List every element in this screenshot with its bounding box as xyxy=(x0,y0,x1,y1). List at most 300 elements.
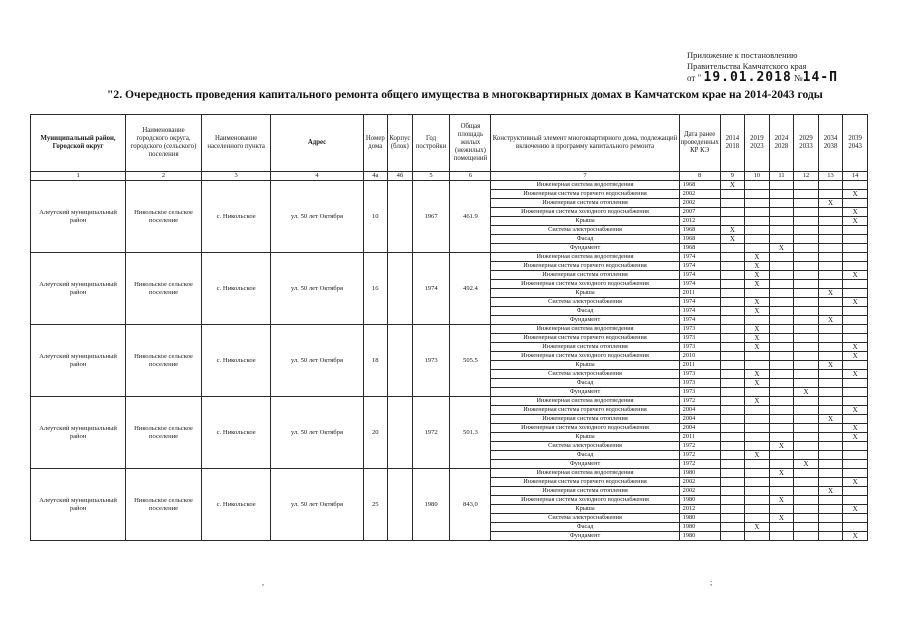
period-mark xyxy=(818,262,843,271)
period-mark xyxy=(769,298,794,307)
period-mark xyxy=(769,388,794,397)
period-mark: X xyxy=(843,433,868,442)
period-mark xyxy=(745,442,770,451)
period-mark xyxy=(745,415,770,424)
period-mark xyxy=(720,370,745,379)
period-mark xyxy=(769,505,794,514)
period-mark xyxy=(720,505,745,514)
element-name: Фундамент xyxy=(491,316,679,325)
period-mark xyxy=(843,199,868,208)
period-mark xyxy=(818,208,843,217)
period-mark xyxy=(818,325,843,334)
previous-repair-date: 1973 xyxy=(679,379,720,388)
period-mark xyxy=(769,325,794,334)
table-body xyxy=(31,181,868,541)
period-mark xyxy=(745,433,770,442)
period-mark xyxy=(720,217,745,226)
column-number-16: 14 xyxy=(843,172,868,181)
period-mark xyxy=(769,316,794,325)
period-mark xyxy=(843,388,868,397)
period-mark xyxy=(769,280,794,289)
period-mark xyxy=(720,451,745,460)
period-mark xyxy=(794,370,819,379)
period-mark xyxy=(818,190,843,199)
house-locality: с. Никольское xyxy=(201,397,271,469)
column-number-6: 4б xyxy=(388,172,413,181)
period-mark xyxy=(769,253,794,262)
period-mark xyxy=(720,523,745,532)
period-mark: X xyxy=(843,406,868,415)
element-name: Система электроснабжения xyxy=(491,298,679,307)
period-mark: X xyxy=(745,343,770,352)
period-mark xyxy=(818,388,843,397)
previous-repair-date: 1980 xyxy=(679,532,720,541)
house-number: 25 xyxy=(363,469,388,541)
period-mark xyxy=(745,199,770,208)
column-number-13: 11 xyxy=(769,172,794,181)
period-mark xyxy=(794,451,819,460)
period-mark xyxy=(818,244,843,253)
period-mark xyxy=(769,217,794,226)
element-name: Инженерная система холодного водоснабжения xyxy=(491,208,679,217)
element-name: Инженерная система горячего водоснабжения xyxy=(491,190,679,199)
appendix-number: 14-П xyxy=(802,70,838,85)
house-locality: с. Никольское xyxy=(201,253,271,325)
previous-repair-date: 1973 xyxy=(679,388,720,397)
period-mark xyxy=(818,469,843,478)
period-mark xyxy=(794,469,819,478)
period-mark xyxy=(720,406,745,415)
period-mark: X xyxy=(843,298,868,307)
element-name: Фундамент xyxy=(491,388,679,397)
appendix-number-label: № xyxy=(794,73,803,83)
element-name: Фасад xyxy=(491,307,679,316)
period-mark xyxy=(843,397,868,406)
period-mark xyxy=(843,181,868,190)
period-mark xyxy=(818,451,843,460)
period-mark xyxy=(720,487,745,496)
period-mark xyxy=(794,217,819,226)
period-mark xyxy=(745,388,770,397)
period-mark xyxy=(769,181,794,190)
period-mark xyxy=(720,280,745,289)
period-mark xyxy=(794,325,819,334)
period-mark xyxy=(769,208,794,217)
period-mark xyxy=(745,406,770,415)
period-mark xyxy=(818,514,843,523)
period-mark xyxy=(843,415,868,424)
period-mark: X xyxy=(745,451,770,460)
period-mark: X xyxy=(720,235,745,244)
house-district: Алеутский муниципальный район xyxy=(31,253,126,325)
period-mark xyxy=(794,235,819,244)
period-mark: X xyxy=(843,208,868,217)
period-mark xyxy=(745,469,770,478)
period-mark xyxy=(769,199,794,208)
column-header-7: Год постройки xyxy=(412,115,450,172)
house-district: Алеутский муниципальный район xyxy=(31,325,126,397)
table-row xyxy=(31,397,868,406)
period-mark xyxy=(818,280,843,289)
period-mark xyxy=(794,181,819,190)
element-name: Инженерная система холодного водоснабжения xyxy=(491,496,679,505)
period-mark: X xyxy=(769,514,794,523)
period-mark xyxy=(794,361,819,370)
column-header-6: Корпус (блок) xyxy=(388,115,413,172)
period-mark: X xyxy=(769,244,794,253)
house-number: 16 xyxy=(363,253,388,325)
previous-repair-date: 1973 xyxy=(679,343,720,352)
house-built: 1967 xyxy=(412,181,450,253)
previous-repair-date: 1973 xyxy=(679,325,720,334)
period-mark xyxy=(745,352,770,361)
period-mark xyxy=(745,190,770,199)
period-mark xyxy=(843,226,868,235)
period-mark: X xyxy=(745,262,770,271)
period-mark xyxy=(769,271,794,280)
table-row xyxy=(31,253,868,262)
house-district: Алеутский муниципальный район xyxy=(31,181,126,253)
period-mark xyxy=(843,379,868,388)
period-mark xyxy=(843,496,868,505)
column-header-12: 2019 2023 xyxy=(745,115,770,172)
previous-repair-date: 2010 xyxy=(679,352,720,361)
period-mark: X xyxy=(745,280,770,289)
period-mark: X xyxy=(745,307,770,316)
previous-repair-date: 2011 xyxy=(679,433,720,442)
period-mark xyxy=(769,289,794,298)
previous-repair-date: 2011 xyxy=(679,289,720,298)
period-mark xyxy=(818,523,843,532)
period-mark xyxy=(769,262,794,271)
column-header-16: 2039 2043 xyxy=(843,115,868,172)
previous-repair-date: 2011 xyxy=(679,361,720,370)
period-mark xyxy=(818,370,843,379)
period-mark xyxy=(720,388,745,397)
element-name: Инженерная система горячего водоснабжения xyxy=(491,478,679,487)
period-mark xyxy=(843,334,868,343)
period-mark xyxy=(818,298,843,307)
period-mark: X xyxy=(769,469,794,478)
period-mark: X xyxy=(843,505,868,514)
period-mark xyxy=(818,334,843,343)
period-mark xyxy=(818,181,843,190)
period-mark xyxy=(818,397,843,406)
period-mark xyxy=(769,235,794,244)
period-mark: X xyxy=(794,460,819,469)
previous-repair-date: 2002 xyxy=(679,478,720,487)
period-mark xyxy=(843,442,868,451)
period-mark xyxy=(769,460,794,469)
previous-repair-date: 1980 xyxy=(679,469,720,478)
period-mark xyxy=(818,532,843,541)
period-mark xyxy=(720,415,745,424)
previous-repair-date: 1972 xyxy=(679,451,720,460)
period-mark: X xyxy=(745,298,770,307)
appendix-line-1: Приложение к постановлению xyxy=(687,50,798,60)
appendix-date: 19.01.2018 xyxy=(703,70,792,85)
previous-repair-date: 2002 xyxy=(679,487,720,496)
period-mark: X xyxy=(843,343,868,352)
element-name: Система электроснабжения xyxy=(491,226,679,235)
element-name: Инженерная система отопления xyxy=(491,343,679,352)
element-name: Система электроснабжения xyxy=(491,514,679,523)
previous-repair-date: 2012 xyxy=(679,217,720,226)
appendix-note xyxy=(687,50,838,84)
element-name: Инженерная система отопления xyxy=(491,487,679,496)
house-settlement: Никольское сельское поселение xyxy=(126,397,202,469)
period-mark: X xyxy=(769,442,794,451)
period-mark xyxy=(818,352,843,361)
period-mark xyxy=(720,298,745,307)
period-mark xyxy=(720,244,745,253)
period-mark xyxy=(745,361,770,370)
period-mark: X xyxy=(745,271,770,280)
house-locality: с. Никольское xyxy=(201,469,271,541)
period-mark xyxy=(769,370,794,379)
period-mark xyxy=(818,307,843,316)
period-mark xyxy=(794,262,819,271)
house-area: 492.4 xyxy=(450,253,491,325)
period-mark xyxy=(794,289,819,298)
period-mark: X xyxy=(818,361,843,370)
previous-repair-date: 1973 xyxy=(679,370,720,379)
column-header-8: Общая площадь жилых (нежилых) помещений xyxy=(450,115,491,172)
period-mark xyxy=(769,334,794,343)
period-mark xyxy=(818,424,843,433)
house-block xyxy=(388,181,413,253)
column-number-2: 2 xyxy=(126,172,202,181)
period-mark xyxy=(769,379,794,388)
period-mark xyxy=(720,514,745,523)
house-area: 843,0 xyxy=(450,469,491,541)
element-name: Крыша xyxy=(491,433,679,442)
previous-repair-date: 1980 xyxy=(679,523,720,532)
element-name: Фасад xyxy=(491,451,679,460)
period-mark xyxy=(720,442,745,451)
period-mark: X xyxy=(745,379,770,388)
period-mark xyxy=(745,505,770,514)
period-mark xyxy=(818,253,843,262)
column-number-8: 6 xyxy=(450,172,491,181)
column-number-1: 1 xyxy=(31,172,126,181)
table-row xyxy=(31,325,868,334)
previous-repair-date: 2002 xyxy=(679,199,720,208)
previous-repair-date: 1968 xyxy=(679,181,720,190)
period-mark: X xyxy=(843,370,868,379)
column-number-7: 5 xyxy=(412,172,450,181)
period-mark xyxy=(720,379,745,388)
period-mark xyxy=(769,478,794,487)
period-mark xyxy=(843,451,868,460)
document-title: "2. Очередность проведения капитального ремонта общего имущества в многоквартирных домах в Камчатском крае на 2014-2043 годы xyxy=(107,88,823,101)
element-name: Инженерная система холодного водоснабжения xyxy=(491,280,679,289)
period-mark xyxy=(769,451,794,460)
house-number: 10 xyxy=(363,181,388,253)
period-mark xyxy=(745,226,770,235)
previous-repair-date: 2004 xyxy=(679,424,720,433)
period-mark xyxy=(794,514,819,523)
period-mark xyxy=(794,298,819,307)
house-block xyxy=(388,469,413,541)
period-mark xyxy=(843,289,868,298)
period-mark xyxy=(720,352,745,361)
period-mark: X xyxy=(745,325,770,334)
period-mark xyxy=(720,433,745,442)
period-mark xyxy=(720,469,745,478)
column-number-3: 3 xyxy=(201,172,271,181)
column-number-9: 7 xyxy=(491,172,679,181)
period-mark xyxy=(843,316,868,325)
period-mark: X xyxy=(843,190,868,199)
element-name: Инженерная система холодного водоснабжения xyxy=(491,424,679,433)
period-mark xyxy=(818,505,843,514)
house-settlement: Никольское сельское поселение xyxy=(126,181,202,253)
previous-repair-date: 2004 xyxy=(679,406,720,415)
element-name: Крыша xyxy=(491,361,679,370)
previous-repair-date: 2002 xyxy=(679,190,720,199)
element-name: Фундамент xyxy=(491,460,679,469)
period-mark xyxy=(794,406,819,415)
period-mark xyxy=(769,352,794,361)
element-name: Крыша xyxy=(491,289,679,298)
period-mark xyxy=(769,406,794,415)
period-mark: X xyxy=(843,352,868,361)
period-mark: X xyxy=(769,496,794,505)
house-settlement: Никольское сельское поселение xyxy=(126,253,202,325)
house-built: 1980 xyxy=(412,469,450,541)
previous-repair-date: 1972 xyxy=(679,442,720,451)
period-mark xyxy=(745,217,770,226)
house-number: 20 xyxy=(363,397,388,469)
house-address: ул. 50 лет Октября xyxy=(271,397,363,469)
period-mark xyxy=(794,487,819,496)
element-name: Инженерная система отопления xyxy=(491,415,679,424)
period-mark xyxy=(794,316,819,325)
period-mark xyxy=(720,190,745,199)
previous-repair-date: 2007 xyxy=(679,208,720,217)
column-number-row xyxy=(31,172,868,181)
period-mark xyxy=(818,379,843,388)
period-mark xyxy=(794,478,819,487)
period-mark xyxy=(720,289,745,298)
period-mark: X xyxy=(745,523,770,532)
table-row xyxy=(31,469,868,478)
period-mark xyxy=(794,226,819,235)
previous-repair-date: 1974 xyxy=(679,271,720,280)
period-mark: X xyxy=(843,271,868,280)
period-mark: X xyxy=(745,370,770,379)
period-mark: X xyxy=(720,226,745,235)
period-mark xyxy=(769,415,794,424)
period-mark xyxy=(745,496,770,505)
element-name: Фасад xyxy=(491,235,679,244)
element-name: Инженерная система водоотведения xyxy=(491,469,679,478)
period-mark xyxy=(843,487,868,496)
period-mark xyxy=(720,532,745,541)
period-mark xyxy=(769,532,794,541)
period-mark xyxy=(769,190,794,199)
house-number: 18 xyxy=(363,325,388,397)
column-number-12: 10 xyxy=(745,172,770,181)
appendix-date-line xyxy=(687,72,838,84)
header-row xyxy=(31,115,868,172)
column-number-14: 12 xyxy=(794,172,819,181)
period-mark: X xyxy=(745,397,770,406)
house-block xyxy=(388,253,413,325)
house-settlement: Никольское сельское поселение xyxy=(126,325,202,397)
period-mark xyxy=(843,262,868,271)
period-mark xyxy=(843,253,868,262)
column-header-5: Номер дома xyxy=(363,115,388,172)
period-mark xyxy=(843,307,868,316)
period-mark xyxy=(720,496,745,505)
period-mark xyxy=(769,343,794,352)
period-mark xyxy=(745,460,770,469)
element-name: Крыша xyxy=(491,505,679,514)
period-mark xyxy=(745,532,770,541)
house-address: ул. 50 лет Октября xyxy=(271,325,363,397)
period-mark xyxy=(794,532,819,541)
element-name: Крыша xyxy=(491,217,679,226)
period-mark: X xyxy=(818,316,843,325)
period-mark xyxy=(720,307,745,316)
period-mark xyxy=(769,361,794,370)
element-name: Инженерная система водоотведения xyxy=(491,181,679,190)
previous-repair-date: 1974 xyxy=(679,253,720,262)
period-mark xyxy=(745,235,770,244)
period-mark xyxy=(794,415,819,424)
period-mark xyxy=(745,316,770,325)
column-header-15: 2034 2038 xyxy=(818,115,843,172)
previous-repair-date: 1968 xyxy=(679,226,720,235)
element-name: Инженерная система горячего водоснабжения xyxy=(491,406,679,415)
period-mark xyxy=(720,271,745,280)
period-mark xyxy=(843,523,868,532)
house-built: 1974 xyxy=(412,253,450,325)
footer-mark-left: , xyxy=(262,578,264,587)
period-mark xyxy=(794,343,819,352)
period-mark xyxy=(843,244,868,253)
house-block xyxy=(388,397,413,469)
period-mark xyxy=(720,361,745,370)
element-name: Инженерная система водоотведения xyxy=(491,325,679,334)
column-number-4: 4 xyxy=(271,172,363,181)
house-district: Алеутский муниципальный район xyxy=(31,469,126,541)
element-name: Фасад xyxy=(491,379,679,388)
previous-repair-date: 1974 xyxy=(679,280,720,289)
period-mark xyxy=(818,271,843,280)
column-header-13: 2024 2028 xyxy=(769,115,794,172)
previous-repair-date: 1973 xyxy=(679,334,720,343)
period-mark xyxy=(720,424,745,433)
previous-repair-date: 1974 xyxy=(679,316,720,325)
period-mark xyxy=(769,433,794,442)
previous-repair-date: 1974 xyxy=(679,307,720,316)
house-block xyxy=(388,325,413,397)
period-mark xyxy=(720,316,745,325)
period-mark xyxy=(843,514,868,523)
period-mark xyxy=(720,253,745,262)
period-mark xyxy=(720,334,745,343)
element-name: Фундамент xyxy=(491,244,679,253)
period-mark xyxy=(818,478,843,487)
period-mark: X xyxy=(818,289,843,298)
column-number-5: 4а xyxy=(363,172,388,181)
period-mark xyxy=(818,235,843,244)
period-mark xyxy=(769,424,794,433)
period-mark xyxy=(720,199,745,208)
